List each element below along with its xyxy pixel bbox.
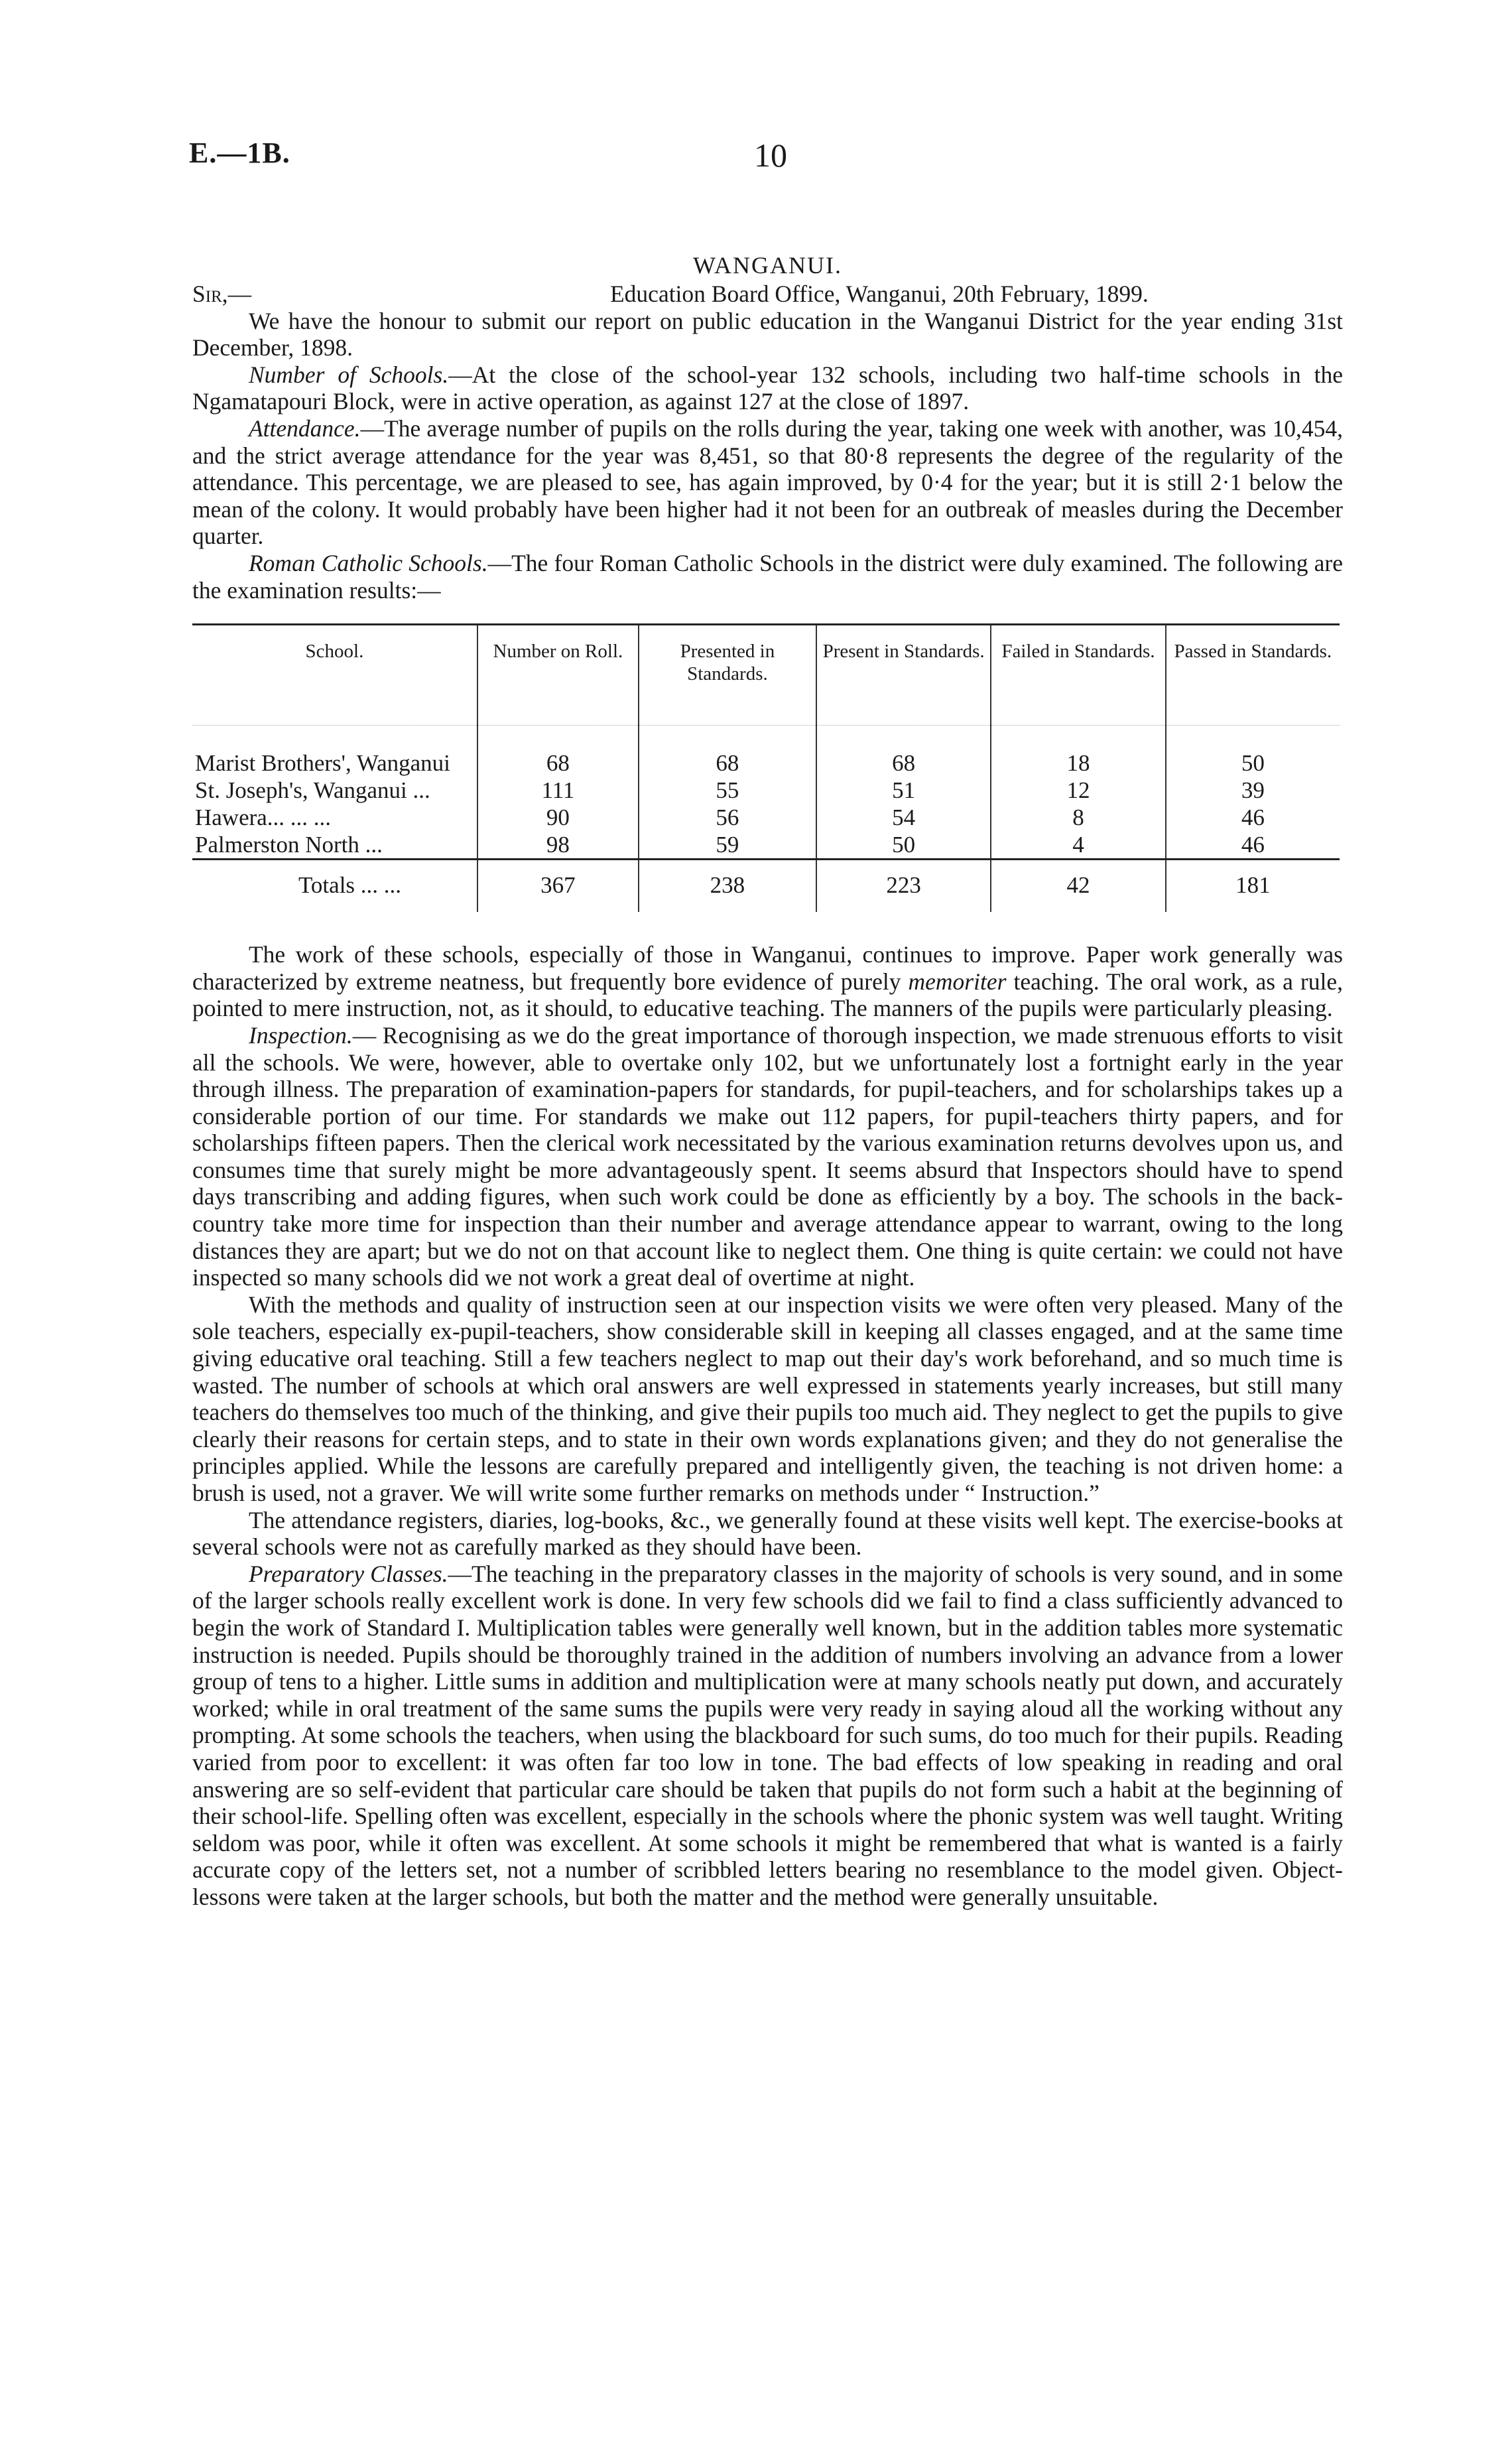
- school-name: Palmerston North ...: [195, 832, 383, 858]
- table-cell: 181: [1166, 860, 1340, 913]
- paragraph-registers: The attendance registers, diaries, log-books, &c., we generally found at these visits well kept. The exercise-books at several schools were not as carefully marked as they should have been.: [192, 1506, 1343, 1561]
- table-cell: 51: [816, 777, 991, 804]
- document-reference: E.—1B.: [189, 137, 290, 169]
- text-work-italic: memoriter: [908, 968, 1007, 995]
- table-cell: 46: [1166, 804, 1340, 831]
- column-header: Number on Roll.: [477, 625, 639, 726]
- report-body: [192, 252, 1343, 1911]
- heading-attendance: Attendance.: [249, 415, 361, 442]
- page-header: [189, 136, 1350, 182]
- text-work-b: teaching. The oral work, as a rule, pointed to mere instruction, not, as it should, to educative teaching. The manners of the pupils were particularly pleasing.: [192, 968, 1343, 1022]
- table-cell: 98: [477, 831, 639, 860]
- column-header: Passed in Standards.: [1166, 625, 1340, 726]
- school-name: Hawera... ... ...: [195, 804, 332, 831]
- table-cell: 39: [1166, 777, 1340, 804]
- table-cell: 4: [991, 831, 1165, 860]
- column-header: Failed in Standards.: [991, 625, 1165, 726]
- paragraph-methods: With the methods and quality of instruction seen at our inspection visits we were often very pleased. Many of the sole teachers, especially ex-pupil-teachers, show considerable skill in keeping all classes engaged, and at the same time giving educative oral teaching. Still a few teachers neglect to map out their day's work beforehand, and so much time is wasted. The number of schools at which oral answers are well expressed in statements yearly increases, but still many teachers do themselves too much of the thinking, and give their pupils too much aid. They neglect to get the pupils to give clearly their reasons for certain steps, and to state in their own words explanations given; and they do not generalise the principles applied. While the lessons are carefully prepared and intelligently given, the teaching is not driven home: a brush is used, not a graver. We will write some further remarks on methods under “ Instruction.”: [192, 1291, 1343, 1506]
- text-inspection: — Recognising as we do the great importance of thorough inspection, we made strenuous efforts to visit all the schools. We were, however, able to overtake only 102, but we unfortunately lost a fortnight early in the year through illness. The preparation of examination-papers for standards, for pupil-teachers, and for scholarships takes up a considerable portion of our time. For standards we make out 112 papers, for pupil-teachers thirty papers, and for scholarships fifteen papers. Then the clerical work necessitated by the various examination returns devolves upon us, and consumes time that surely might be more advantageously spent. It seems absurd that Inspectors should have to spend days transcribing and adding figures, when such work could be done as efficiently by a boy. The schools in the back-country take more time for inspection than their number and average attendance appear to warrant, owing to the long distances they are apart; but we do not on that account like to neglect them. One thing is quite certain: we could not have inspected so many schools did we not work a great deal of overtime at night.: [192, 1021, 1343, 1291]
- table-cell: 367: [477, 860, 639, 913]
- paragraph-attendance: [192, 415, 1343, 550]
- table-row: [192, 777, 1340, 804]
- totals-label: Totals ... ...: [192, 860, 477, 913]
- table-row: [192, 831, 1340, 860]
- table-header-row: [192, 625, 1340, 726]
- heading-roman-catholic: Roman Catholic Schools.: [249, 549, 488, 576]
- table-cell: 50: [1166, 726, 1340, 777]
- heading-inspection: Inspection.: [249, 1021, 353, 1049]
- table-cell: 111: [477, 777, 639, 804]
- text-attendance: —The average number of pupils on the rolls during the year, taking one week with another, was 10,454, and the strict average attendance for the year was 8,451, so that 80·8 represents the degree of the regularity of the attendance. This percentage, we are pleased to see, has again improved, by 0·4 for the year; but it is still 2·1 below the mean of the colony. It would probably have been higher had it not been for an outbreak of measles during the December quarter.: [192, 415, 1343, 550]
- text-preparatory-classes: —The teaching in the preparatory classes in the majority of schools is very sound, and in some of the larger schools really excellent work is done. In very few schools did we fail to find a class sufficiently advanced to begin the work of Standard I. Multiplication tables were generally well known, but in the addition tables more systematic instruction is needed. Pupils should be thoroughly trained in the addition of numbers involving an advance from a lower group of tens to a higher. Little sums in addition and multiplication were at many schools neatly put down, and accurately worked; while in oral treatment of the same sums the pupils were very ready in saying aloud all the working without any prompting. At some schools the teachers, when using the blackboard for such sums, do too much for their pupils. Reading varied from poor to excellent: it was often far too low in tone. The bad effects of low speaking in reading and oral answering are so self-evident that particular care should be taken that pupils do not form such a habit at the beginning of their school-life. Spelling often was excellent, especially in the schools where the phonic system was well taught. Writing seldom was poor, while it often was excellent. At some schools it might be remembered that what is wanted is a fairly accurate copy of the letters set, not a number of scribbled letters bearing no resemblance to the model given. Object-lessons were taken at the larger schools, but both the matter and the method were generally unsuitable.: [192, 1560, 1343, 1910]
- paragraph-preparatory-classes: [192, 1561, 1343, 1911]
- totals-row: [192, 860, 1340, 913]
- salutation: Sir,—: [192, 280, 252, 307]
- page-number: 10: [754, 137, 787, 174]
- heading-number-of-schools: Number of Schools.: [249, 361, 449, 388]
- table-cell: 223: [816, 860, 991, 913]
- paragraph-number-of-schools: [192, 361, 1343, 415]
- table-cell: 56: [639, 804, 816, 831]
- intro-paragraph: We have the honour to submit our report on public education in the Wanganui District for the year ending 31st December, 1898.: [192, 307, 1343, 361]
- table-cell: 68: [477, 726, 639, 777]
- text-work-a: The work of these schools, especially of those in Wanganui, continues to improve. Paper work generally was characterized by extreme neatness, but frequently bore evidence of purely: [192, 941, 1343, 995]
- column-header: School.: [192, 625, 477, 726]
- table-cell: 68: [816, 726, 991, 777]
- table-cell: 90: [477, 804, 639, 831]
- table-cell: 55: [639, 777, 816, 804]
- report-title: WANGANUI.: [693, 252, 842, 279]
- paragraph-roman-catholic: [192, 550, 1343, 604]
- table-cell: 54: [816, 804, 991, 831]
- examination-results-table: [192, 623, 1340, 912]
- table-cell: 59: [639, 831, 816, 860]
- text-number-of-schools: —At the close of the school-year 132 schools, including two half-time schools in the Ngamatapouri Block, were in active operation, as against 127 at the close of 1897.: [192, 361, 1344, 415]
- table-cell: 12: [991, 777, 1165, 804]
- salutation-line: [192, 281, 1343, 308]
- table-cell: 68: [639, 726, 816, 777]
- text-roman-catholic: —The four Roman Catholic Schools in the district were duly examined. The following are the examination results:—: [192, 549, 1343, 604]
- paragraph-inspection: [192, 1022, 1343, 1291]
- paragraph-work-of-schools: [192, 941, 1343, 1022]
- table-cell: 42: [991, 860, 1165, 913]
- school-name: Marist Brothers', Wanganui: [195, 750, 450, 777]
- table-cell: 8: [991, 804, 1165, 831]
- table-row: [192, 804, 1340, 831]
- table-cell: 238: [639, 860, 816, 913]
- school-name: St. Joseph's, Wanganui ...: [195, 777, 430, 804]
- table-cell: 18: [991, 726, 1165, 777]
- table-cell: 50: [816, 831, 991, 860]
- column-header: Presented in Standards.: [639, 625, 816, 726]
- table-cell: 46: [1166, 831, 1340, 860]
- heading-preparatory-classes: Preparatory Classes.: [249, 1560, 448, 1587]
- office-date-line: Education Board Office, Wanganui, 20th February, 1899.: [610, 280, 1149, 307]
- table-row: [192, 726, 1340, 777]
- column-header: Present in Standards.: [816, 625, 991, 726]
